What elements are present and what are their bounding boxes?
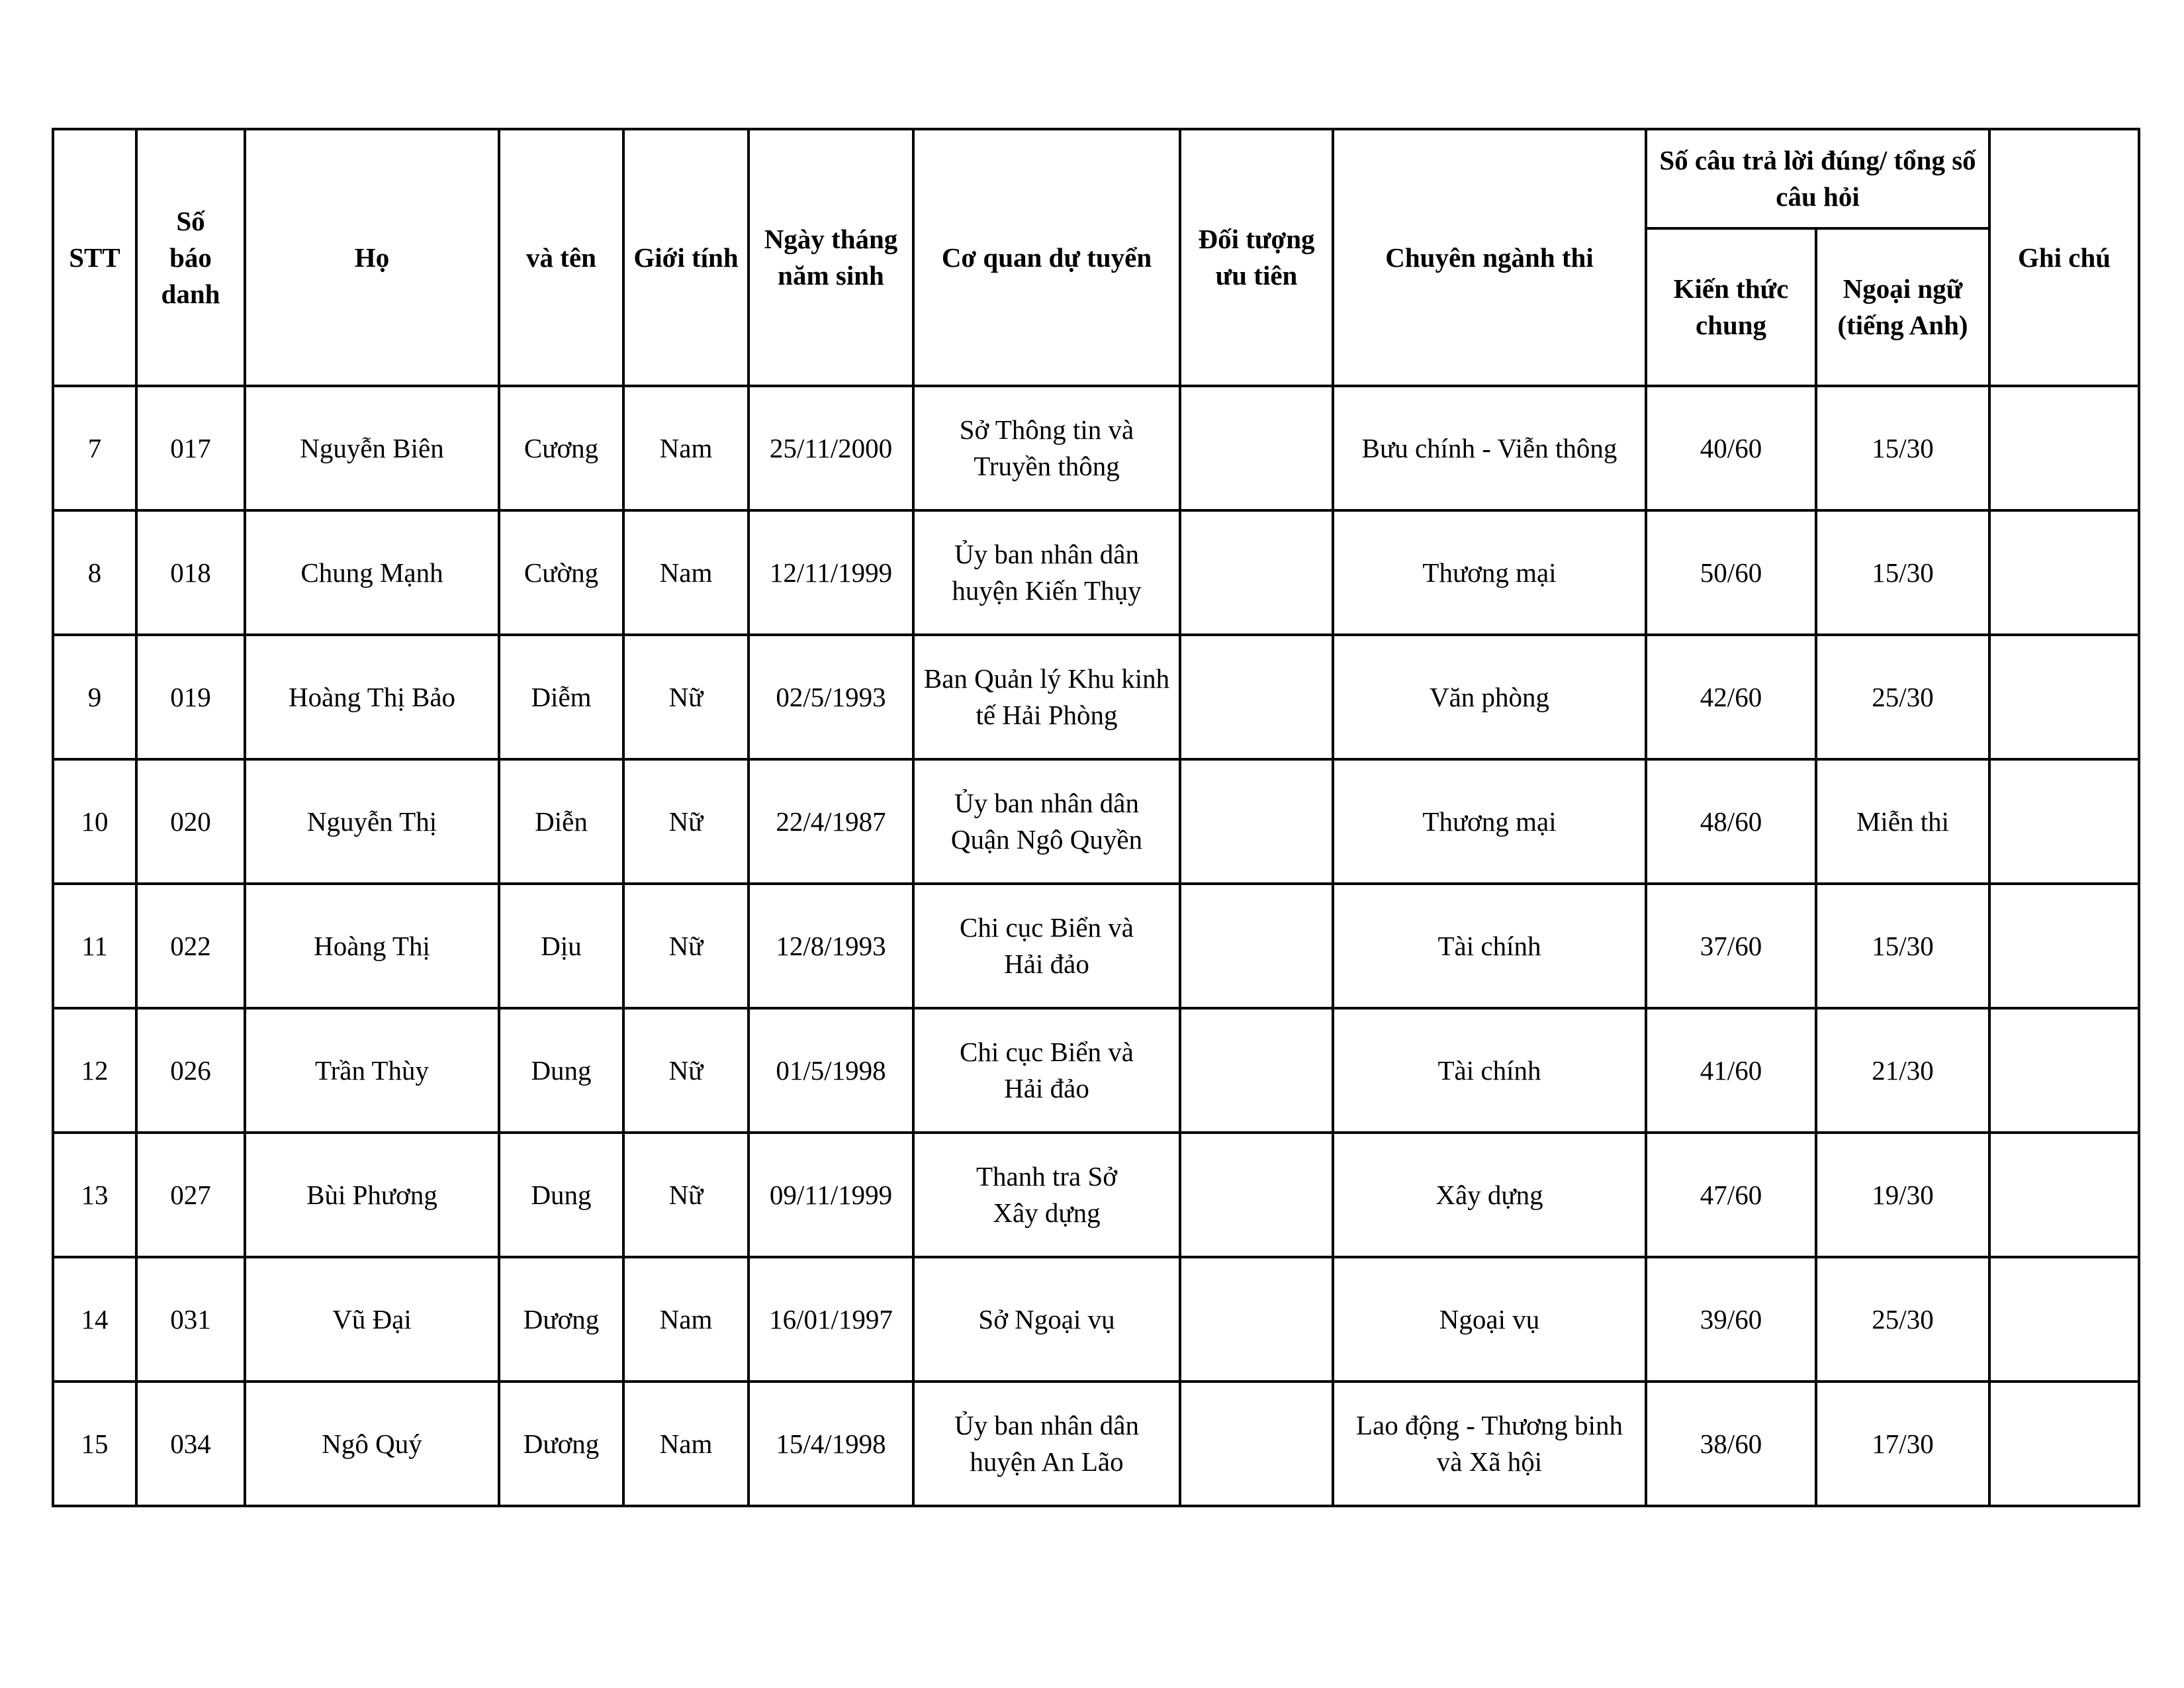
cell-kien-thuc: 47/60 [1646,1133,1816,1257]
header-gioi-tinh: Giới tính [623,129,749,386]
cell-co-quan: Ủy ban nhân dân huyện An Lão [913,1382,1180,1506]
cell-ghi-chu [1989,1382,2139,1506]
cell-ten: Diễn [499,759,623,884]
cell-ngoai-ngu: 15/30 [1816,386,1989,510]
cell-ten: Dương [499,1257,623,1382]
header-so-bao-danh: Số báo danh [136,129,245,386]
cell-doi-tuong [1180,510,1333,635]
cell-doi-tuong [1180,884,1333,1008]
cell-doi-tuong [1180,1257,1333,1382]
cell-chuyen-nganh: Bưu chính - Viễn thông [1333,386,1646,510]
cell-ho: Hoàng Thị Bảo [245,635,499,759]
results-sheet [52,128,2138,1507]
cell-ngay-sinh: 22/4/1987 [749,759,913,884]
table-body [53,386,2139,1506]
cell-ghi-chu [1989,1008,2139,1133]
cell-sbd: 027 [136,1133,245,1257]
cell-kien-thuc: 48/60 [1646,759,1816,884]
table-row [53,759,2139,884]
header-doi-tuong: Đối tượng ưu tiên [1180,129,1333,386]
cell-ghi-chu [1989,1257,2139,1382]
cell-ghi-chu [1989,510,2139,635]
cell-stt: 7 [53,386,136,510]
cell-chuyen-nganh: Xây dựng [1333,1133,1646,1257]
header-ghi-chu: Ghi chú [1989,129,2139,386]
cell-ngay-sinh: 01/5/1998 [749,1008,913,1133]
cell-ho: Bùi Phương [245,1133,499,1257]
cell-sbd: 018 [136,510,245,635]
cell-gioi-tinh: Nam [623,1382,749,1506]
table-row [53,386,2139,510]
cell-ghi-chu [1989,386,2139,510]
cell-doi-tuong [1180,1008,1333,1133]
cell-sbd: 031 [136,1257,245,1382]
cell-gioi-tinh: Nam [623,1257,749,1382]
cell-kien-thuc: 40/60 [1646,386,1816,510]
cell-ngoai-ngu: 25/30 [1816,1257,1989,1382]
cell-ho: Chung Mạnh [245,510,499,635]
cell-sbd: 022 [136,884,245,1008]
cell-stt: 10 [53,759,136,884]
cell-gioi-tinh: Nam [623,510,749,635]
cell-ten: Dung [499,1008,623,1133]
cell-co-quan: Ủy ban nhân dân huyện Kiến Thụy [913,510,1180,635]
cell-chuyen-nganh: Tài chính [1333,884,1646,1008]
cell-ngoai-ngu: 15/30 [1816,510,1989,635]
cell-gioi-tinh: Nữ [623,635,749,759]
cell-chuyen-nganh: Tài chính [1333,1008,1646,1133]
table-row [53,1133,2139,1257]
cell-ho: Vũ Đại [245,1257,499,1382]
cell-ngoai-ngu: 17/30 [1816,1382,1989,1506]
cell-ngay-sinh: 09/11/1999 [749,1133,913,1257]
cell-ngay-sinh: 02/5/1993 [749,635,913,759]
cell-ten: Cường [499,510,623,635]
cell-ho: Nguyễn Biên [245,386,499,510]
cell-kien-thuc: 38/60 [1646,1382,1816,1506]
cell-ngoai-ngu: 19/30 [1816,1133,1989,1257]
cell-kien-thuc: 42/60 [1646,635,1816,759]
cell-ngoai-ngu: 15/30 [1816,884,1989,1008]
cell-kien-thuc: 50/60 [1646,510,1816,635]
cell-chuyen-nganh: Thương mại [1333,510,1646,635]
cell-ten: Dương [499,1382,623,1506]
cell-ghi-chu [1989,635,2139,759]
cell-stt: 15 [53,1382,136,1506]
cell-doi-tuong [1180,635,1333,759]
cell-kien-thuc: 41/60 [1646,1008,1816,1133]
cell-ten: Cương [499,386,623,510]
table-row [53,510,2139,635]
cell-gioi-tinh: Nữ [623,884,749,1008]
cell-ten: Diễm [499,635,623,759]
table-row [53,1382,2139,1506]
cell-ten: Dịu [499,884,623,1008]
cell-ho: Ngô Quý [245,1382,499,1506]
cell-co-quan: Chi cục Biển và Hải đảo [913,884,1180,1008]
cell-ho: Hoàng Thị [245,884,499,1008]
header-so-cau-group: Số câu trả lời đúng/ tổng số câu hỏi [1646,129,1989,228]
cell-ngay-sinh: 12/8/1993 [749,884,913,1008]
cell-sbd: 020 [136,759,245,884]
cell-gioi-tinh: Nữ [623,1133,749,1257]
cell-kien-thuc: 39/60 [1646,1257,1816,1382]
cell-stt: 11 [53,884,136,1008]
cell-stt: 12 [53,1008,136,1133]
header-ngay-sinh: Ngày tháng năm sinh [749,129,913,386]
cell-co-quan: Ủy ban nhân dân Quận Ngô Quyền [913,759,1180,884]
cell-chuyen-nganh: Lao động - Thương binh và Xã hội [1333,1382,1646,1506]
header-ngoai-ngu: Ngoại ngữ (tiếng Anh) [1816,228,1989,386]
cell-sbd: 034 [136,1382,245,1506]
cell-ho: Nguyễn Thị [245,759,499,884]
table-header [53,129,2139,386]
cell-sbd: 017 [136,386,245,510]
header-chuyen-nganh: Chuyên ngành thi [1333,129,1646,386]
table-row [53,884,2139,1008]
cell-chuyen-nganh: Văn phòng [1333,635,1646,759]
cell-stt: 14 [53,1257,136,1382]
cell-stt: 8 [53,510,136,635]
cell-doi-tuong [1180,759,1333,884]
cell-ten: Dung [499,1133,623,1257]
cell-ngay-sinh: 15/4/1998 [749,1382,913,1506]
table-row [53,1008,2139,1133]
cell-gioi-tinh: Nữ [623,759,749,884]
cell-doi-tuong [1180,1133,1333,1257]
cell-co-quan: Thanh tra Sở Xây dựng [913,1133,1180,1257]
cell-ngoai-ngu: 25/30 [1816,635,1989,759]
cell-stt: 13 [53,1133,136,1257]
cell-sbd: 026 [136,1008,245,1133]
cell-ngoai-ngu: 21/30 [1816,1008,1989,1133]
cell-co-quan: Sở Ngoại vụ [913,1257,1180,1382]
cell-ngay-sinh: 25/11/2000 [749,386,913,510]
cell-sbd: 019 [136,635,245,759]
header-va-ten: và tên [499,129,623,386]
cell-gioi-tinh: Nam [623,386,749,510]
cell-doi-tuong [1180,1382,1333,1506]
header-ho: Họ [245,129,499,386]
cell-kien-thuc: 37/60 [1646,884,1816,1008]
header-kien-thuc: Kiến thức chung [1646,228,1816,386]
cell-ghi-chu [1989,884,2139,1008]
cell-ngay-sinh: 16/01/1997 [749,1257,913,1382]
cell-ngay-sinh: 12/11/1999 [749,510,913,635]
cell-stt: 9 [53,635,136,759]
cell-ghi-chu [1989,1133,2139,1257]
cell-gioi-tinh: Nữ [623,1008,749,1133]
cell-doi-tuong [1180,386,1333,510]
cell-chuyen-nganh: Thương mại [1333,759,1646,884]
cell-ho: Trần Thùy [245,1008,499,1133]
cell-co-quan: Sở Thông tin và Truyền thông [913,386,1180,510]
cell-co-quan: Ban Quản lý Khu kinh tế Hải Phòng [913,635,1180,759]
header-stt: STT [53,129,136,386]
table-row [53,1257,2139,1382]
table-row [53,635,2139,759]
cell-chuyen-nganh: Ngoại vụ [1333,1257,1646,1382]
cell-co-quan: Chi cục Biển và Hải đảo [913,1008,1180,1133]
header-co-quan: Cơ quan dự tuyển [913,129,1180,386]
results-table [52,128,2140,1507]
cell-ngoai-ngu: Miễn thi [1816,759,1989,884]
cell-ghi-chu [1989,759,2139,884]
